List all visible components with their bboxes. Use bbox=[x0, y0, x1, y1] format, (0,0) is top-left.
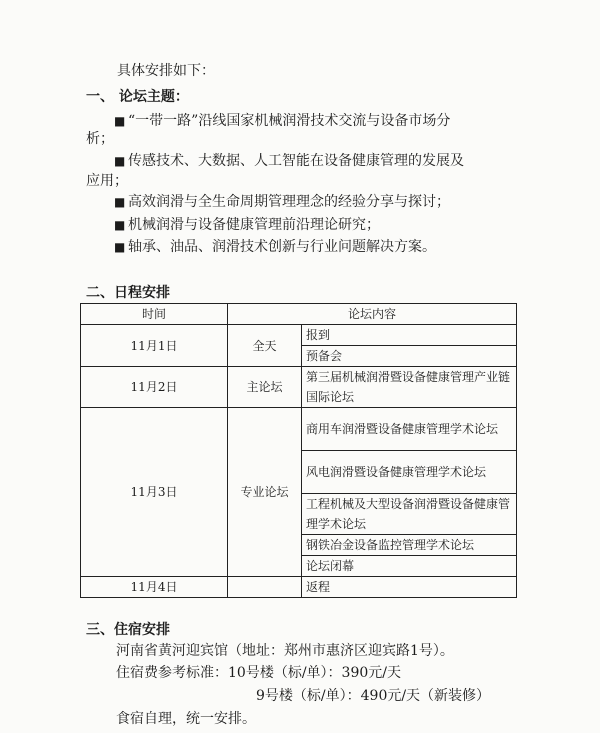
bullet-icon: ■ bbox=[114, 154, 126, 168]
session-type-cell bbox=[228, 577, 302, 598]
table-row bbox=[81, 325, 517, 346]
header-content: 论坛内容 bbox=[228, 304, 517, 325]
bullet-icon: ■ bbox=[114, 195, 126, 209]
table-header-row bbox=[81, 304, 517, 325]
item-cell: 论坛闭幕 bbox=[302, 556, 517, 577]
theme-item-3: ■ 高效润滑与全生命周期管理理念的经验分享与探讨； bbox=[114, 194, 450, 210]
theme-item-4: ■ 机械润滑与设备健康管理前沿理论研究； bbox=[114, 217, 380, 233]
item-cell: 返程 bbox=[302, 577, 517, 598]
item-cell: 第三届机械润滑暨设备健康管理产业链国际论坛 bbox=[302, 367, 517, 408]
theme-item-1: ■ “一带一路”沿线国家机械润滑技术交流与设备市场分 bbox=[114, 113, 451, 129]
item-cell: 商用车润滑暨设备健康管理学术论坛 bbox=[302, 408, 517, 451]
theme-item-2-cont: 应用； bbox=[86, 173, 128, 189]
fee-line-1: 住宿费参考标准：10号楼（标/单）：390元/天 bbox=[116, 665, 401, 681]
item-cell: 预备会 bbox=[302, 346, 517, 367]
table-row bbox=[81, 408, 517, 451]
bullet-icon: ■ bbox=[114, 218, 126, 232]
date-cell: 11月3日 bbox=[81, 408, 228, 577]
session-type-cell: 专业论坛 bbox=[228, 408, 302, 577]
section1-title: 一、 论坛主题： bbox=[86, 89, 189, 105]
bullet-icon: ■ bbox=[114, 114, 126, 128]
hotel-line: 河南省黄河迎宾馆（地址：郑州市惠济区迎宾路1号）。 bbox=[116, 643, 454, 659]
date-cell: 11月1日 bbox=[81, 325, 228, 367]
item-cell: 钢铁冶金设备监控管理学术论坛 bbox=[302, 535, 517, 556]
session-type-cell: 全天 bbox=[228, 325, 302, 367]
fee-line-2: 9号楼（标/单）：490元/天（新装修） bbox=[256, 688, 491, 704]
session-type-cell: 主论坛 bbox=[228, 367, 302, 408]
item-cell: 工程机械及大型设备润滑暨设备健康管理学术论坛 bbox=[302, 494, 517, 535]
theme-item-5: ■ 轴承、油品、润滑技术创新与行业问题解决方案。 bbox=[114, 239, 436, 255]
section3-title: 三、住宿安排 bbox=[86, 622, 170, 638]
item-cell: 报到 bbox=[302, 325, 517, 346]
table-row bbox=[81, 577, 517, 598]
theme-item-1-cont: 析； bbox=[86, 131, 114, 147]
section2-title: 二、日程安排 bbox=[86, 285, 170, 301]
bullet-icon: ■ bbox=[114, 240, 126, 254]
meals-line: 食宿自理，统一安排。 bbox=[116, 711, 256, 727]
table-row bbox=[81, 367, 517, 408]
schedule-table bbox=[80, 303, 517, 598]
intro-text: 具体安排如下： bbox=[117, 63, 215, 79]
date-cell: 11月4日 bbox=[81, 577, 228, 598]
date-cell: 11月2日 bbox=[81, 367, 228, 408]
theme-item-2: ■ 传感技术、大数据、人工智能在设备健康管理的发展及 bbox=[114, 153, 464, 169]
item-cell: 风电润滑暨设备健康管理学术论坛 bbox=[302, 451, 517, 494]
header-time: 时间 bbox=[81, 304, 228, 325]
